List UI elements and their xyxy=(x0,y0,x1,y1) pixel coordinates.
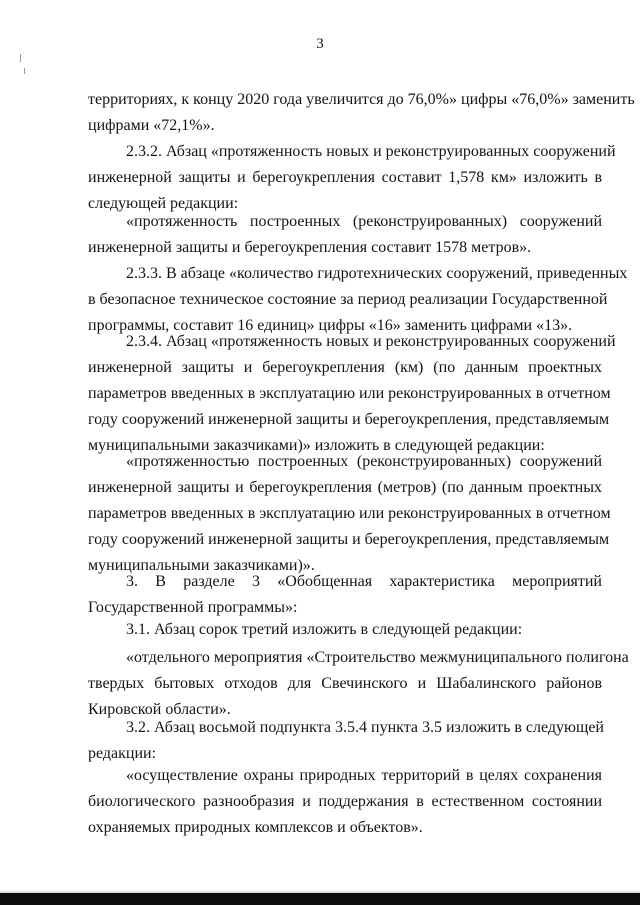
text-line: «протяженность построенных (реконструированных) сооружений xyxy=(126,213,602,230)
text-line: Государственной программы»: xyxy=(88,599,298,616)
text-line: 2.3.3. В абзаце «количество гидротехнических сооружений, приведенных xyxy=(126,265,628,282)
text-line: следующей редакции: xyxy=(88,195,239,212)
paragraph xyxy=(88,139,616,217)
paragraph xyxy=(88,329,616,459)
text-line: биологического разнообразия и поддержания в естественном состоянии xyxy=(88,793,602,810)
text-line: Кировской области». xyxy=(88,701,231,718)
text-line: охраняемых природных комплексов и объектов». xyxy=(88,819,423,836)
scan-bottom-border xyxy=(0,893,640,905)
paragraph xyxy=(88,261,628,339)
paragraph xyxy=(88,449,611,579)
paragraph xyxy=(88,617,602,643)
scan-margin-mark xyxy=(24,68,25,74)
text-line: параметров введенных в эксплуатацию или реконструированных в отчетном xyxy=(88,505,611,522)
text-line: 3.1. Абзац сорок третий изложить в следующей редакции: xyxy=(126,621,523,638)
paragraph xyxy=(88,87,635,139)
text-line: муниципальными заказчиками)». xyxy=(88,557,315,574)
text-line: в безопасное техническое состояние за период реализации Государственной xyxy=(88,291,608,308)
text-line: 2.3.4. Абзац «протяженность новых и реконструированных сооружений xyxy=(126,333,616,350)
scan-margin-mark xyxy=(20,54,21,62)
paragraph xyxy=(88,569,602,621)
page-number: 3 xyxy=(316,36,324,52)
text-line: цифрами «72,1%». xyxy=(88,117,215,134)
text-line: году сооружений инженерной защиты и берегоукрепления, представляемым xyxy=(88,411,610,428)
paragraph xyxy=(88,209,602,261)
text-line: «осуществление охраны природных территорий в целях сохранения xyxy=(126,767,602,784)
text-line: инженерной защиты и берегоукрепления (км) (по данным проектных xyxy=(88,359,602,376)
text-line: году сооружений инженерной защиты и берегоукрепления, представляемым xyxy=(88,531,610,548)
text-line: 3. В разделе 3 «Обобщенная характеристика мероприятий xyxy=(126,573,602,590)
paragraph xyxy=(88,715,602,767)
text-line: инженерной защиты и берегоукрепления составит 1578 метров». xyxy=(88,239,532,256)
paragraph xyxy=(88,763,602,841)
text-line: твердых бытовых отходов для Свечинского и Шабалинского районов xyxy=(88,675,602,692)
text-line: программы, составит 16 единиц» цифры «16» заменить цифрами «13». xyxy=(88,317,573,334)
paragraph xyxy=(88,645,629,723)
text-line: территориях, к концу 2020 года увеличится до 76,0%» цифры «76,0%» заменить xyxy=(88,91,635,108)
text-line: редакции: xyxy=(88,745,157,762)
text-line: 2.3.2. Абзац «протяженность новых и реконструированных сооружений xyxy=(126,143,616,160)
text-line: муниципальными заказчиками)» изложить в следующей редакции: xyxy=(88,437,545,454)
text-line: инженерной защиты и берегоукрепления составит 1,578 км» изложить в xyxy=(88,169,602,186)
text-line: «протяженностью построенных (реконструированных) сооружений xyxy=(126,453,602,470)
text-line: «отдельного мероприятия «Строительство межмуниципального полигона xyxy=(126,649,629,666)
text-line: инженерной защиты и берегоукрепления (метров) (по данным проектных xyxy=(88,479,602,496)
text-line: 3.2. Абзац восьмой подпункта 3.5.4 пункта 3.5 изложить в следующей xyxy=(126,719,604,736)
text-line: параметров введенных в эксплуатацию или реконструированных в отчетном xyxy=(88,385,611,402)
